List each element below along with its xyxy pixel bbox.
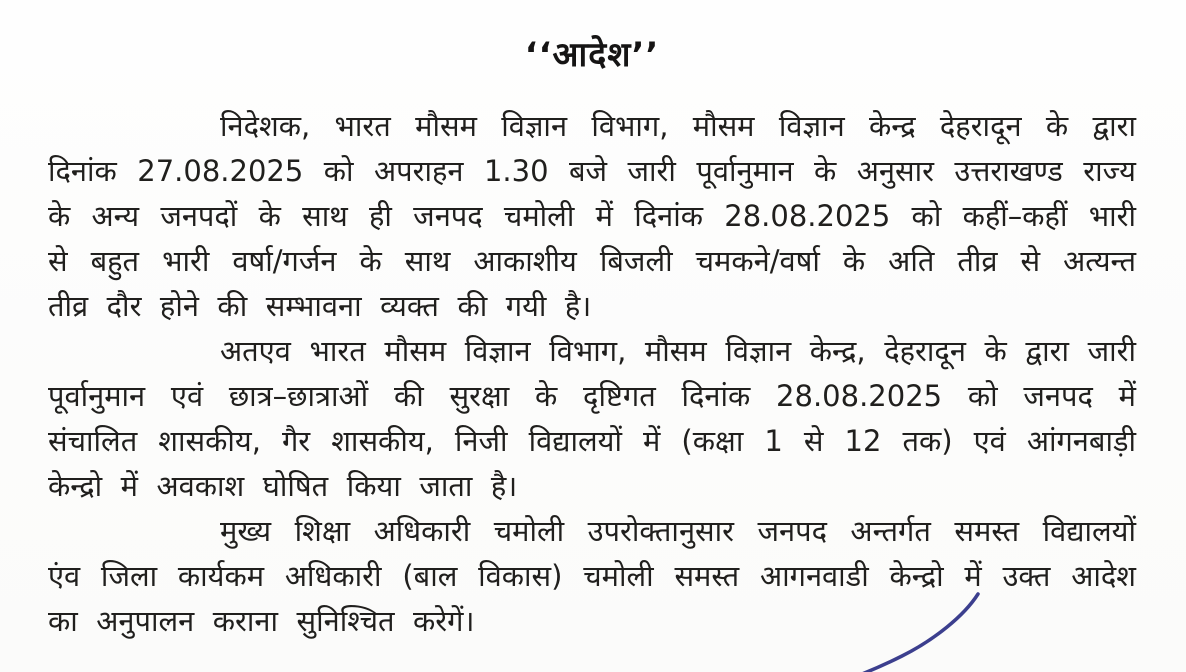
paragraph-forecast: निदेशक, भारत मौसम विज्ञान विभाग, मौसम विज्ञान केन्द्र देहरादून के द्वारा दिनांक 27.08.2025 को अपराहन 1.30 बजे जारी पूर्वानुमान के अनुसार उत्तराखण्ड राज्य के अन्य जनपदों के साथ ही जनपद चमोली में दिनांक 28.08.2025 को कहीं–कहीं भारी से बहुत भारी वर्षा/गर्जन के साथ आकाशीय बिजली चमकने/वर्षा के अति तीव्र से अत्यन्त तीव्र दौर होने की सम्भावना व्यक्त की गयी है।	[48, 109, 1136, 323]
document-body	[48, 104, 1136, 644]
paragraph-compliance-instruction: मुख्य शिक्षा अधिकारी चमोली उपरोक्तानुसार जनपद अन्तर्गत समस्त विद्यालयों एंव जिला कार्यकम अधिकारी (बाल विकास) चमोली समस्त आगनवाडी केन्द्रो में उक्त आदेश का अनुपालन कराना सुनिश्चित करेगें।	[48, 514, 1136, 638]
page-title: ‘‘आदेश’’	[524, 35, 660, 75]
paragraph-holiday-declaration: अतएव भारत मौसम विज्ञान विभाग, मौसम विज्ञान केन्द्र, देहरादून के द्वारा जारी पूर्वानुमान एवं छात्र–छात्राओं की सुरक्षा के दृष्टिगत दिनांक 28.08.2025 को जनपद में संचालित शासकीय, गैर शासकीय, निजी विद्यालयों में (कक्षा 1 से 12 तक) एवं आंगनबाड़ी केन्द्रो में अवकाश घोषित किया जाता है।	[48, 334, 1136, 503]
